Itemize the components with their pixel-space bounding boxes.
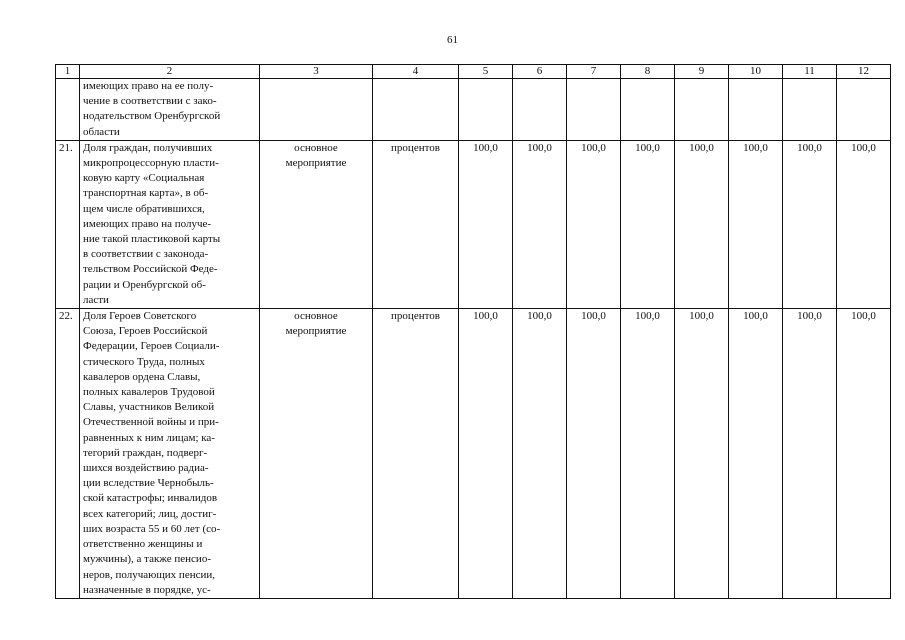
row-number-cell	[56, 79, 80, 141]
value-cell: 100,0	[567, 309, 621, 599]
header-cell: 7	[567, 65, 621, 79]
header-cell: 3	[260, 65, 373, 79]
value-cell: 100,0	[459, 140, 513, 308]
indicator-name-cell: имеющих право на ее полу- чение в соответствии с зако- нодательством Оренбургской области	[80, 79, 260, 141]
value-cell: 100,0	[729, 309, 783, 599]
unit-cell: процентов	[373, 309, 459, 599]
value-cell	[459, 79, 513, 141]
value-cell: 100,0	[675, 309, 729, 599]
row-number-cell: 22.	[56, 309, 80, 599]
value-cell: 100,0	[621, 309, 675, 599]
value-cell: 100,0	[675, 140, 729, 308]
indicator-name-cell: Доля Героев Советского Союза, Героев Российской Федерации, Героев Социали- стического Труда, полных кавалеров ордена Славы, полных кавалеров Трудовой Славы, участников Великой Отечественной войны и при- равненных к ним лицам; ка- тегорий граждан, подверг- шихся воздействию радиа- ции вследствие Чернобыль- ской катастрофы; инвалидов всех категорий; лиц, достиг- ших возраста 55 и 60 лет (со- ответственно женщины и мужчины), а также пенсио- неров, получающих пенсии, назначенные в порядке, ус-	[80, 309, 260, 599]
value-cell: 100,0	[837, 140, 891, 308]
header-cell: 8	[621, 65, 675, 79]
value-cell: 100,0	[513, 140, 567, 308]
header-row	[56, 65, 891, 79]
header-cell: 10	[729, 65, 783, 79]
type-cell: основное мероприятие	[260, 140, 373, 308]
value-cell: 100,0	[621, 140, 675, 308]
header-cell: 12	[837, 65, 891, 79]
value-cell	[621, 79, 675, 141]
unit-cell	[373, 79, 459, 141]
header-cell: 11	[783, 65, 837, 79]
header-cell: 4	[373, 65, 459, 79]
value-cell	[783, 79, 837, 141]
table-row-22	[56, 309, 891, 599]
value-cell: 100,0	[459, 309, 513, 599]
value-cell	[513, 79, 567, 141]
header-cell: 5	[459, 65, 513, 79]
value-cell: 100,0	[567, 140, 621, 308]
value-cell	[675, 79, 729, 141]
value-cell: 100,0	[783, 140, 837, 308]
unit-cell: процентов	[373, 140, 459, 308]
table-row-21	[56, 140, 891, 308]
type-cell: основное мероприятие	[260, 309, 373, 599]
value-cell	[837, 79, 891, 141]
value-cell: 100,0	[837, 309, 891, 599]
header-cell: 1	[56, 65, 80, 79]
row-number-cell: 21.	[56, 140, 80, 308]
value-cell: 100,0	[513, 309, 567, 599]
value-cell: 100,0	[783, 309, 837, 599]
indicator-name-cell: Доля граждан, получивших микропроцессорную пласти- ковую карту «Социальная транспортная карта», в об- щем числе обратившихся, имеющих право на получе- ние такой пластиковой карты в соответствии с законода- тельством Российской Феде- рации и Оренбургской об- ласти	[80, 140, 260, 308]
header-cell: 2	[80, 65, 260, 79]
header-cell: 6	[513, 65, 567, 79]
header-cell: 9	[675, 65, 729, 79]
value-cell	[729, 79, 783, 141]
value-cell	[567, 79, 621, 141]
table-row-continuation	[56, 79, 891, 141]
page-number: 61	[447, 34, 458, 46]
indicators-table	[55, 64, 891, 599]
type-cell	[260, 79, 373, 141]
value-cell: 100,0	[729, 140, 783, 308]
